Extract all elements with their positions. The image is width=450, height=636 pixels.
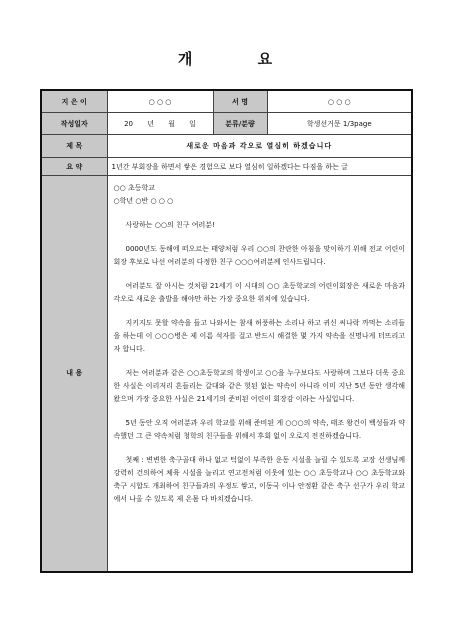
category-label: 분류/분량	[213, 113, 267, 135]
paragraph-2: 여러분도 잘 아시는 것처럼 21세기 이 시대의 ○○ 초등학교의 어린이회장은 새로운 마음과 각오로 새로운 출발을 해야만 하는 가장 중요한 위치에 있습니다.	[113, 282, 405, 303]
summary-value: 1년간 부회장을 하면서 쌓은 경험으로 보다 열심히 일하겠다는 다짐을 하는 글	[107, 158, 412, 176]
paragraph-4: 저는 여러분과 같은 ○○초등학교의 학생이고 ○○을 누구보다도 사랑하며 그보다 더욱 중요한 사실은 이리저리 흔들리는 갈대와 같은 헛된 없는 약속이 아니라 이미 지난 5년 동안 생각해 왔으며 가장 중요한 사실은 21세기의 준비된 어린이 회장감 이라는 사실입니다.	[113, 369, 405, 403]
paragraph-3: 지키지도 못할 약속을 들고 나와서는 참새 허풍하는 소리나 하고 귀신 씨나락 까먹는 소리들을 하는데 이 ○○○병은 제 이름 석자를 걸고 반드시 해결한 몇 가지 약속을 신명나게 터뜨리고자 합니다.	[113, 319, 405, 353]
overview-form-table	[40, 89, 413, 573]
paragraph-5: 5년 동안 오직 여러분과 우리 학교를 위해 준비된 게 ○○○의 약속, 태조 왕건이 백성들과 약속했던 그 큰 약속처럼 청학의 친구들을 위해서 후회 없이 오로지 전진하겠습니다.	[113, 419, 405, 440]
author-row	[41, 90, 412, 113]
date-value: 20 년 월 일	[107, 113, 213, 135]
subject-value: 새로운 마음과 각오로 열심히 하겠습니다	[107, 135, 412, 158]
summary-row	[41, 158, 412, 176]
summary-label: 요 약	[41, 158, 107, 176]
content-label: 내 용	[41, 176, 107, 572]
school-line: ○○ 초등학교	[113, 184, 155, 192]
name-label: 서 명	[213, 90, 267, 113]
name-value: ○ ○ ○	[267, 90, 412, 113]
subject-label: 제 목	[41, 135, 107, 158]
date-label: 작성일자	[41, 113, 107, 135]
author-label: 지 은 이	[41, 90, 107, 113]
grade-line: ○학년 ○반 ○ ○ ○	[113, 197, 174, 205]
content-body	[107, 176, 412, 572]
greeting-paragraph: 사랑하는 ○○의 친구 여러분!	[125, 221, 215, 229]
paragraph-6: 첫째 : 변변한 축구골대 하나 없고 턱없이 부족한 운동 시설을 늘릴 수 있도록 교장 선생님께 강력히 건의하여 체육 시설을 늘리고 연고전처럼 이웃에 있는 ○○ 초등학교나 ○○ 초등학교와 축구 시합도 개최하여 친구들과의 우정도 쌓고, 이동국 이나 안정환 같은 축구 선구가 우리 학교에서 나올 수 있도록 제 온몸 다 바치겠습니다.	[113, 456, 405, 503]
page-title: 개 요	[177, 50, 303, 68]
author-value: ○ ○ ○	[107, 90, 213, 113]
category-value: 학생선거문 1/3page	[267, 113, 412, 135]
subject-row	[41, 135, 412, 158]
date-row	[41, 113, 412, 135]
paragraph-1: 0000년도 동해에 떠오르는 태양처럼 우리 ○○의 찬란한 아침을 맞이하기 위해 전교 어린이 회장 후보로 나선 여러분의 다정한 친구 ○○○여러분께 인사드립니다.	[113, 245, 405, 266]
content-row	[41, 176, 412, 572]
